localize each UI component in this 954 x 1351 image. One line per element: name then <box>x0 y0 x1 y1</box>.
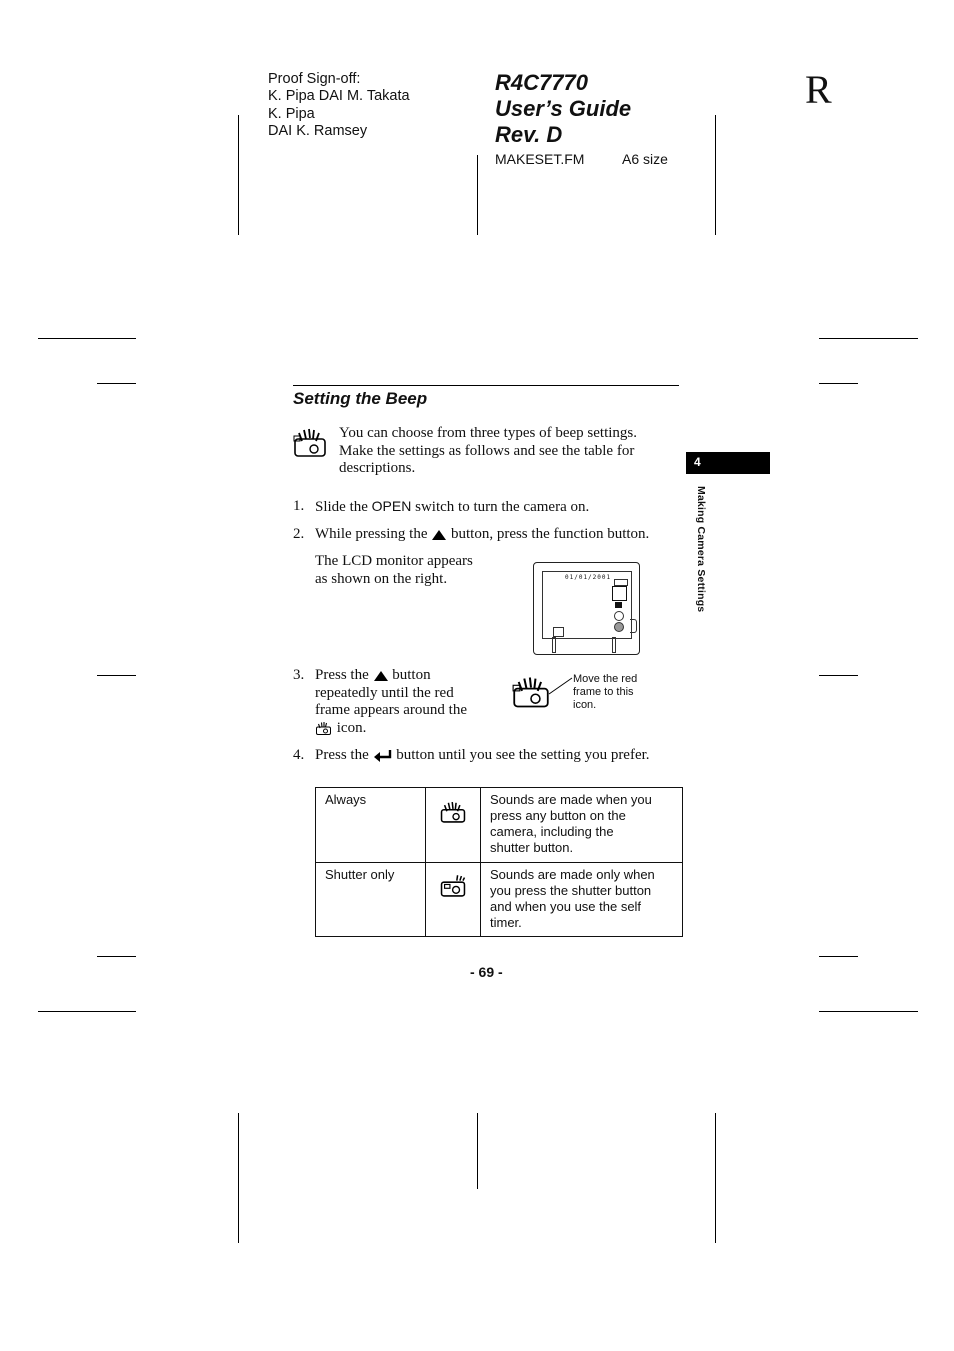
file-info <box>495 151 670 167</box>
proof-line: K. Pipa <box>268 105 315 122</box>
crop-mark <box>97 675 136 676</box>
setting-description <box>481 788 683 863</box>
lcd-monitor-illustration <box>533 562 640 655</box>
crop-mark <box>819 1011 918 1012</box>
enter-arrow-icon <box>373 749 393 763</box>
title-line: Rev. D <box>495 122 563 147</box>
description-line: timer. <box>490 915 522 930</box>
step-3-number: 3. <box>293 667 305 683</box>
lcd-screen <box>542 571 632 639</box>
step-text: While pressing the <box>315 526 432 542</box>
setting-description <box>481 863 683 937</box>
callout-line: icon. <box>573 699 597 711</box>
crop-mark <box>819 956 858 957</box>
beep-note-icon <box>293 427 327 459</box>
beep-always-icon <box>315 721 333 736</box>
callout-line: frame to this <box>573 686 634 698</box>
setting-name: Shutter only <box>316 863 426 937</box>
step-number: 2. <box>293 526 305 542</box>
lcd-date: 01/01/2001 <box>565 574 612 581</box>
setting-name: Always <box>316 788 426 863</box>
lcd-mode-icon <box>615 602 622 608</box>
step-text: Press the <box>315 747 373 763</box>
description-line: and when you use the self <box>490 899 642 914</box>
description-line: press any button on the <box>490 808 626 823</box>
step-text: button, press the function button. <box>447 526 650 542</box>
callout-leader-line <box>548 676 574 696</box>
step-3 <box>315 667 490 737</box>
crop-mark <box>97 383 136 384</box>
callout-text <box>573 673 663 712</box>
lcd-globe-icon <box>614 622 624 632</box>
proof-line: K. Pipa DAI M. Takata <box>268 88 410 105</box>
file-name: MAKESET.FM <box>495 151 585 167</box>
table-row <box>316 863 683 937</box>
crop-mark <box>38 338 136 339</box>
setting-icon-cell <box>426 788 481 863</box>
step-text: button <box>388 667 431 683</box>
note-line: The LCD monitor appears <box>315 553 473 569</box>
beep-shutter-icon <box>440 873 466 899</box>
lcd-battery-icon <box>614 579 628 586</box>
crop-mark <box>238 1113 239 1243</box>
page-size: A6 size <box>622 151 668 167</box>
setting-icon-cell <box>426 863 481 937</box>
step-number: 4. <box>293 747 305 763</box>
crop-mark <box>238 115 239 235</box>
note-line: as shown on the right. <box>315 570 448 587</box>
title-line: R4C7770 <box>495 70 588 95</box>
lcd-selected-beep-icon <box>612 586 627 601</box>
chapter-tab <box>686 452 770 474</box>
crop-mark <box>819 383 858 384</box>
step-number: 1. <box>293 498 305 514</box>
crop-mark <box>38 1011 136 1012</box>
beep-settings-table <box>315 787 683 937</box>
crop-mark <box>715 1113 716 1243</box>
title-line: User’s Guide <box>495 96 632 121</box>
description-line: camera, including the <box>490 824 614 839</box>
crop-mark <box>715 115 716 235</box>
up-arrow-icon <box>373 670 389 682</box>
note-text: You can choose from three types of beep settings. Make the settings as follows and see the table for descriptions. <box>339 425 637 476</box>
step-text: Press the <box>315 667 373 683</box>
description-line: Sounds are made only when <box>490 867 655 882</box>
section-title: Setting the Beep <box>293 389 428 408</box>
proof-line: Proof Sign-off: <box>268 71 361 87</box>
page-number: - 69 - <box>470 964 503 980</box>
lcd-note <box>315 553 473 588</box>
lcd-stand <box>612 637 616 653</box>
up-arrow-icon <box>431 529 447 541</box>
lcd-timer-icon <box>614 611 624 621</box>
step-text: icon. <box>333 719 367 736</box>
lcd-stand <box>552 637 556 653</box>
step-text: Slide the <box>315 499 372 515</box>
proof-signoff <box>268 71 410 140</box>
crop-mark <box>477 155 478 235</box>
chapter-label: Making Camera Settings <box>695 486 707 613</box>
step-text: button until you see the setting you prefer. <box>392 747 650 763</box>
callout-line: Move the red <box>573 673 638 685</box>
crop-mark <box>819 338 918 339</box>
section-rule <box>293 385 679 386</box>
description-line: shutter button. <box>490 840 574 855</box>
corner-letter: R <box>805 67 832 112</box>
step-text: switch to turn the camera on. <box>411 499 590 515</box>
chapter-number: 4 <box>694 455 701 469</box>
step-text: repeatedly until the red <box>315 684 454 701</box>
description-line: you press the shutter button <box>490 883 652 898</box>
table-row <box>316 788 683 863</box>
lcd-image-icon <box>553 627 564 637</box>
beep-always-icon <box>512 675 550 709</box>
crop-mark <box>819 675 858 676</box>
crop-mark <box>477 1113 478 1189</box>
lcd-hinge <box>630 619 637 633</box>
step-text: frame appears around the <box>315 702 468 719</box>
open-switch-label: OPEN <box>371 498 412 514</box>
document-title <box>495 70 631 148</box>
description-line: Sounds are made when you <box>490 792 652 807</box>
beep-always-icon <box>440 800 466 824</box>
crop-mark <box>97 956 136 957</box>
proof-line: DAI K. Ramsey <box>268 122 368 139</box>
